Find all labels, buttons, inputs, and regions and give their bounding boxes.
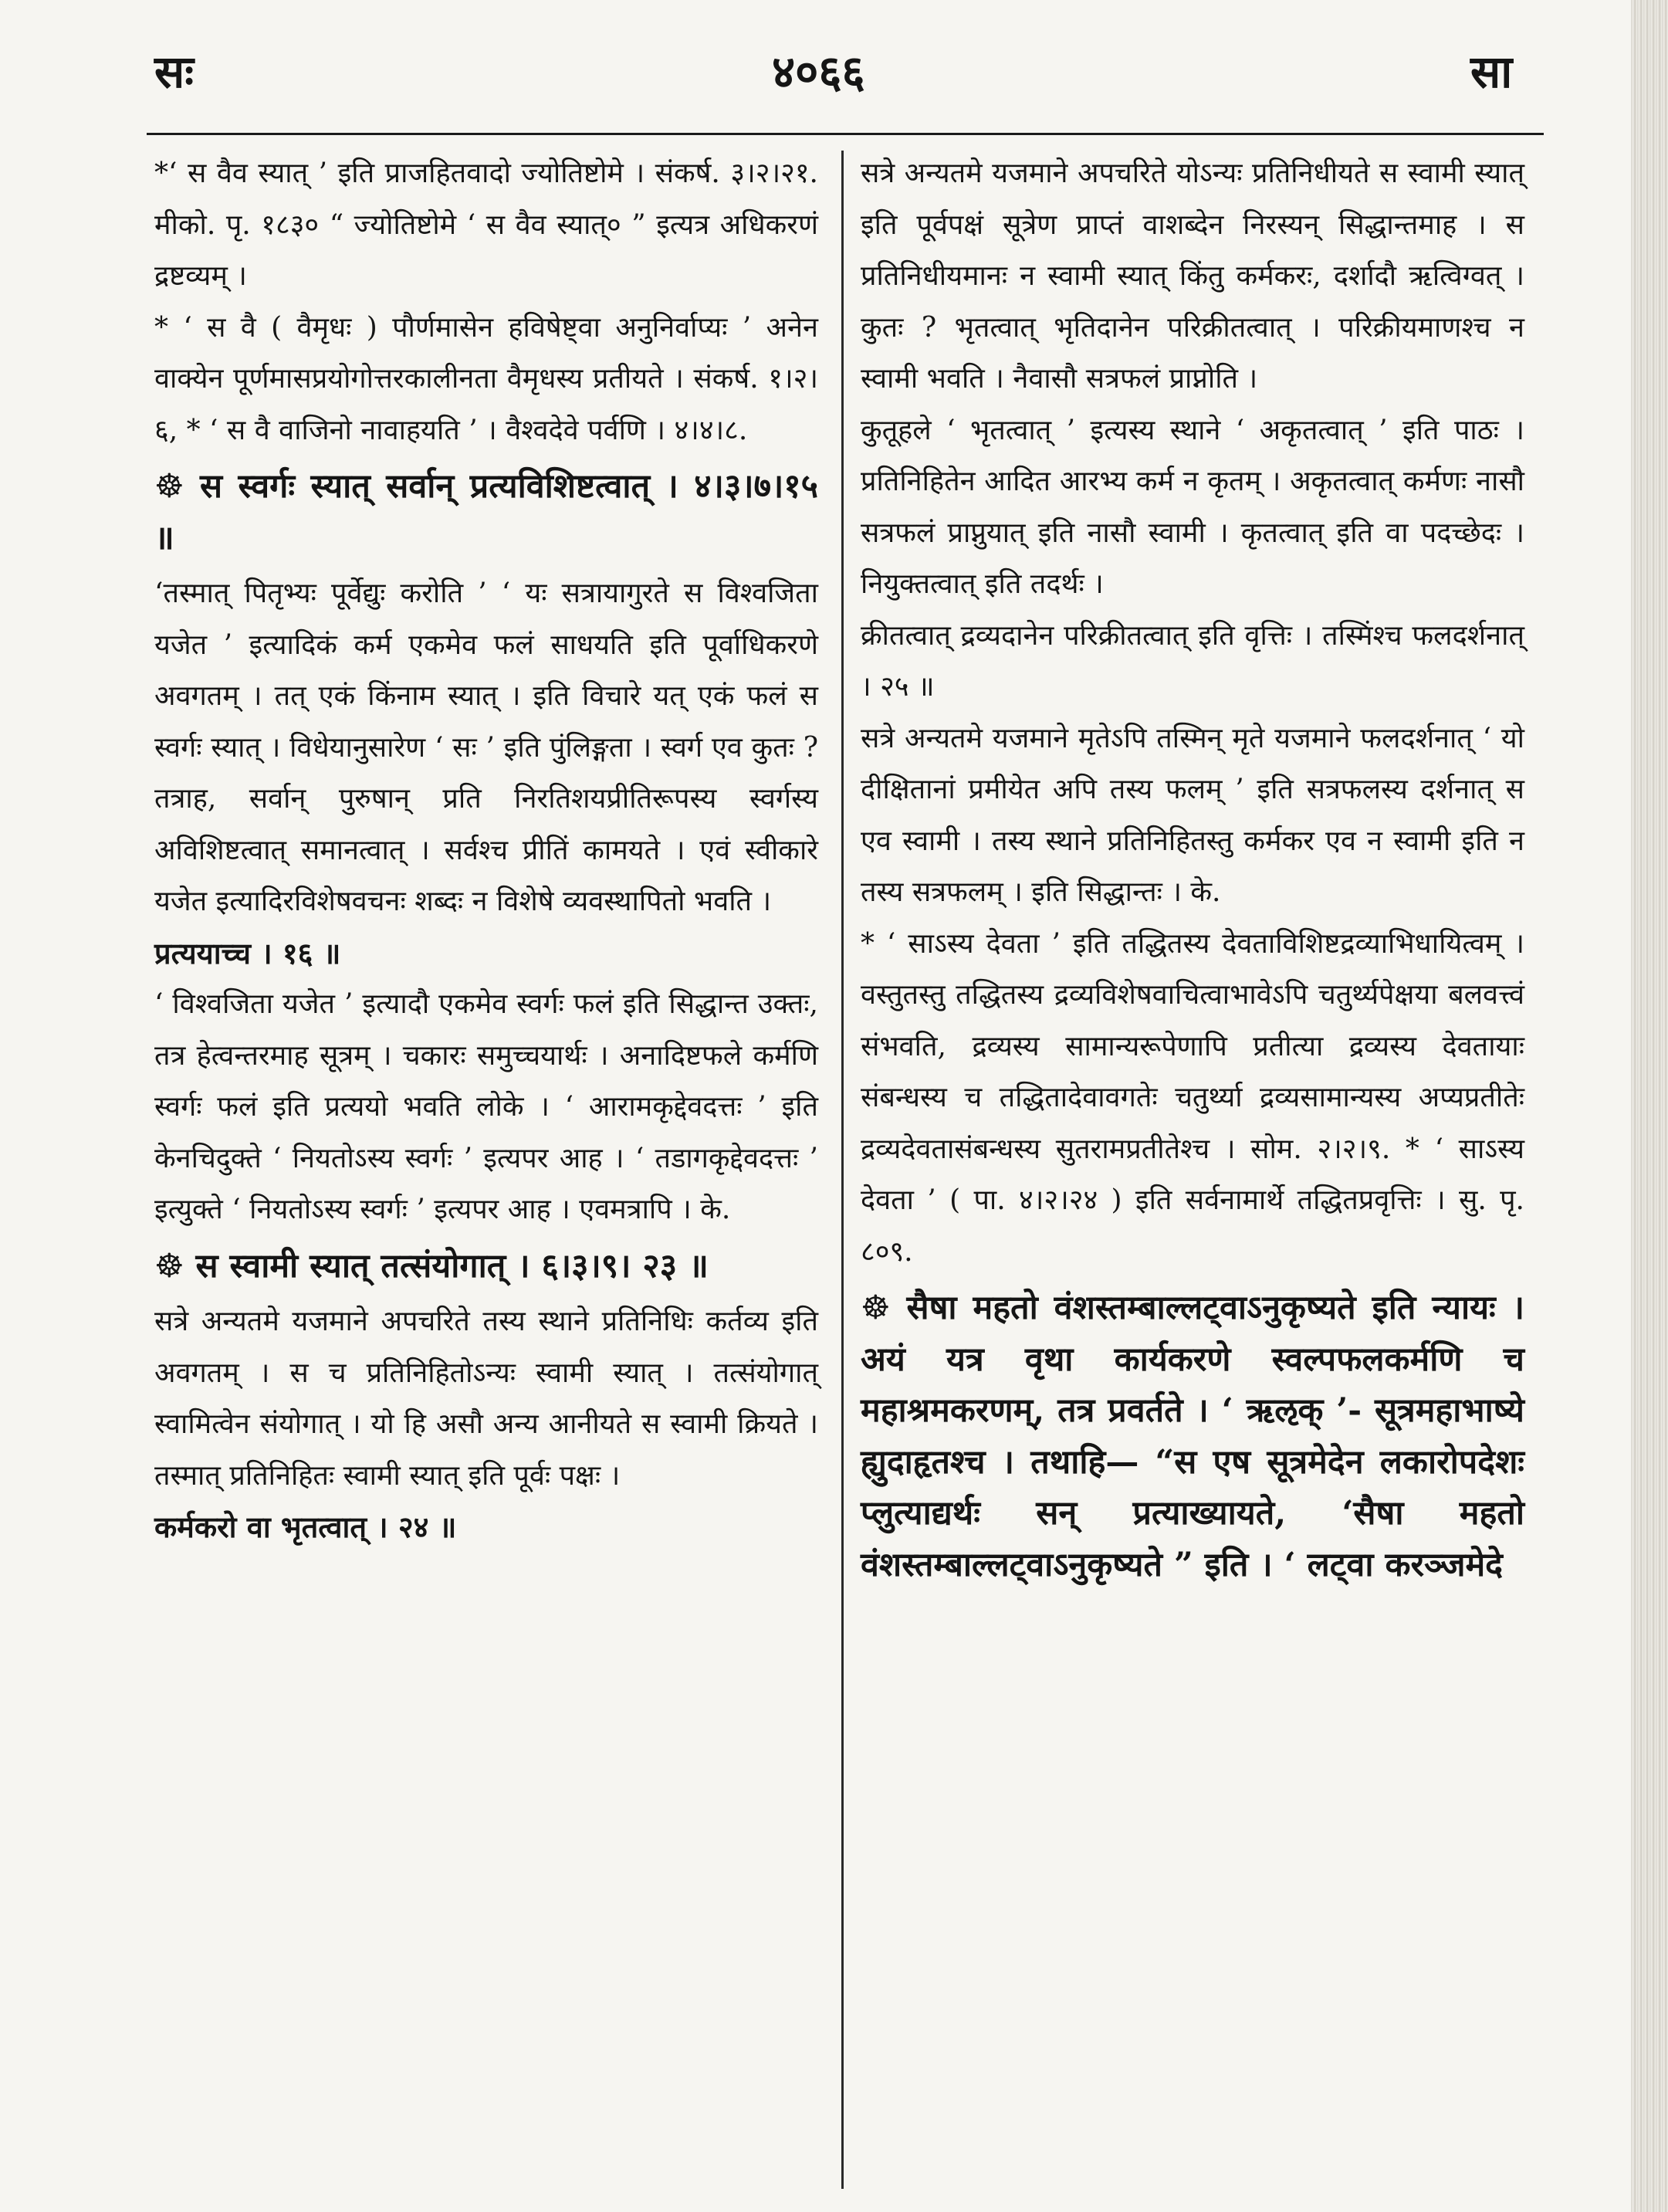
sutra-line: प्रत्ययाच्च । १६ ॥ xyxy=(154,935,341,971)
page-number: ४०६६ xyxy=(772,46,865,98)
entry-paragraph: सत्रे अन्यतमे यजमाने मृतेऽपि तस्मिन् मृते यजमाने फलदर्शनात् ‘ यो दीक्षितानां प्रमीयेत अपि तस्य फलम् ’ इति सत्रफलस्य दर्शनात् स एव स्वामी । तस्य स्थाने प्रतिनिहितस्तु कर्मकर एव न स्वामी इति न तस्य सत्रफलम् । इति सिद्धान्तः । के. xyxy=(861,722,1534,908)
entry-paragraph: * ‘ साऽस्य देवता ’ इति तद्धितस्य देवताविशिष्टद्रव्याभिधायित्वम् । वस्तुतस्तु तद्धितस्य द्रव्यविशेषवाचित्वाभावेऽपि चतुर्थ्यपेक्षया बलवत्त्वं संभवति, द्रव्यस्य सामान्यरूपेणापि प्रतीत्या द्रव्यस्य देवतायाः संबन्धस्य च तद्धितादेवावगतेः चतुर्थ्या द्रव्यसामान्यस्य अप्यप्रतीतेः द्रव्यदेवतासंबन्धस्य सुतरामप्रतीतेश्च । सोम. २।२।९. * ‘ साऽस्य देवता ’ ( पा. ४।२।२४ ) इति सर्वनामार्थे तद्धितप्रवृत्तिः । सु. पृ. ८०९. xyxy=(861,927,1534,1268)
page-edge xyxy=(1631,0,1668,2212)
entry-paragraph: ‘तस्मात् पितृभ्यः पूर्वेद्युः करोति ’ ‘ यः सत्रायागुरते स विश्वजिता यजेत ’ इत्यादिकं कर्म एकमेव फलं साधयति इति पूर्वाधिकरणे अवगतम् । तत् एकं किंनाम स्यात् । इति विचारे यत् एकं फलं स स्वर्गः स्यात् । विधेयानुसारेण ‘ सः ’ इति पुंलिङ्गता । स्वर्ग एव कुतः ? तत्राह, सर्वान् पुरुषान् प्रति निरतिशयप्रीतिरूपस्य स्वर्गस्य अविशिष्टत्वात् समानत्वात् । सर्वश्च प्रीतिं कामयते । एवं स्वीकारे यजेत इत्यादिरविशेषवचनः शब्दः न विशेषे व्यवस्थापितो भवति । xyxy=(154,578,827,917)
header-right-guideword: सा xyxy=(1470,46,1513,98)
header-rule xyxy=(147,133,1544,135)
entry-paragraph: ‘ विश्वजिता यजेत ’ इत्यादौ एकमेव स्वर्गः फलं इति सिद्धान्त उक्तः, तत्र हेत्वन्तरमाह सूत्रम् । चकारः समुच्चयार्थः । अनादिष्टफले कर्मणि स्वर्गः फलं इति प्रत्ययो भवति लोके । ‘ आरामकृद्देवदत्तः ’ इति केनचिदुक्ते ‘ नियतोऽस्य स्वर्गः ’ इत्यपर आह । ‘ तडागकृद्देवदत्तः ’ इत्युक्ते ‘ नियतोऽस्य स्वर्गः ’ इत्यपर आह । एवमत्रापि । के. xyxy=(154,988,827,1225)
entry-headword: ☸ सैषा महतो वंशस्तम्बाल्लट्वाऽनुकृष्यते इति न्यायः । अयं यत्र वृथा कार्यकरणे स्वल्पफलकर्मणि च महाश्रमकरणम्, तत्र प्रवर्तते । ‘ ऋऌक् ’- सूत्रमहाभाष्ये ह्युदाहृतश्च । तथाहि— “स एष सूत्रमेदेन लकारोपदेशः प्लुत्याद्यर्थः सन् प्रत्याख्यायते, ‘सैषा महतो वंशस्तम्बाल्लट्वाऽनुकृष्यते ” इति । ‘ लट्वा करञ्जमेदे xyxy=(861,1289,1536,1584)
entry-headword: ☸ स स्वामी स्यात् तत्संयोगात् । ६।३।९। २३ ॥ xyxy=(154,1246,709,1286)
entry-paragraph: * ‘ स वै ( वैमृधः ) पौर्णमासेन हविषेष्ट्वा अनुनिर्वाप्यः ’ अनेन वाक्येन पूर्णमासप्रयोगोत्तरकालीनता वैमृधस्य प्रतीयते । संकर्ष. १।२।६, * ‘ स वै वाजिनो नावाहयति ’ । वैश्वदेवे पर्वणि । ४।४।८. xyxy=(154,311,827,446)
sutra-line: कर्मकरो वा भृतत्वात् । २४ ॥ xyxy=(154,1509,457,1544)
right-column xyxy=(861,148,1536,1595)
entry-paragraph: सत्रे अन्यतमे यजमाने अपचरिते तस्य स्थाने प्रतिनिधिः कर्तव्य इति अवगतम् । स च प्रतिनिहितोऽन्यः स्वामी स्यात् । तत्संयोगात् स्वामित्वेन संयोगात् । यो हि असौ अन्य आनीयते स स्वामी क्रियते । तस्मात् प्रतिनिहितः स्वामी स्यात् इति पूर्वः पक्षः । xyxy=(154,1306,827,1492)
left-column xyxy=(154,148,830,1553)
entry-paragraph: क्रीतत्वात् द्रव्यदानेन परिक्रीतत्वात् इति वृत्तिः । तस्मिंश्च फलदर्शनात् । २५ ॥ xyxy=(861,619,1534,703)
column-divider xyxy=(841,151,844,2189)
entry-paragraph: कुतूहले ‘ भृतत्वात् ’ इत्यस्य स्थाने ‘ अकृतत्वात् ’ इति पाठः । प्रतिनिहितेन आदित आरभ्य कर्म न कृतम् । अकृतत्वात् कर्मणः नासौ सत्रफलं प्राप्नुयात् इति नासौ स्वामी । कृतत्वात् इति वा पदच्छेदः । नियुक्तत्वात् इति तदर्थः । xyxy=(861,414,1534,600)
entry-paragraph: सत्रे अन्यतमे यजमाने अपचरिते योऽन्यः प्रतिनिधीयते स स्वामी स्यात् इति पूर्वपक्षं सूत्रेण प्राप्तं वाशब्देन निरस्यन् सिद्धान्तमाह । स प्रतिनिधीयमानः न स्वामी स्यात् किंतु कर्मकरः, दर्शादौ ऋत्विग्वत् । कुतः ? भृतत्वात् भृतिदानेन परिक्रीतत्वात् । परिक्रीयमाणश्च न स्वामी भवति । नैवासौ सत्रफलं प्राप्नोति । xyxy=(861,158,1534,395)
header-left-guideword: सः xyxy=(154,46,194,98)
entry-headword: ☸ स स्वर्गः स्यात् सर्वान् प्रत्यविशिष्टत्वात् । ४।३।७।१५ ॥ xyxy=(154,467,830,557)
entry-paragraph: *‘ स वैव स्यात् ’ इति प्राजहितवादो ज्योतिष्टोमे । संकर्ष. ३।२।२१. मीको. पृ. १८३० “ ज्योतिष्टोमे ‘ स वैव स्यात्० ” इत्यत्र अधिकरणं द्रष्टव्यम् । xyxy=(154,158,827,292)
